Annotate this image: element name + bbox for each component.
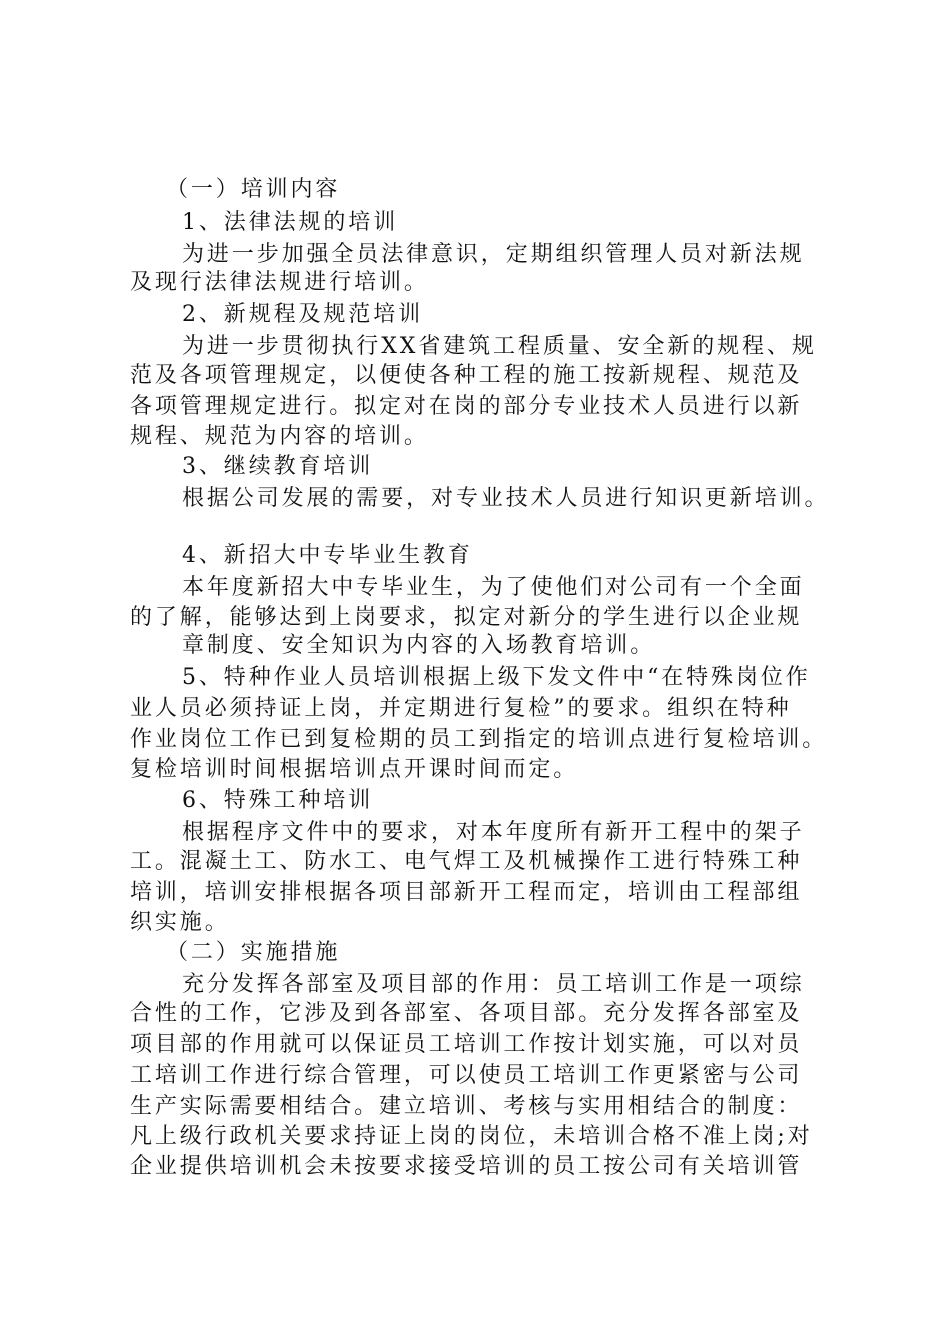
paragraph-line: 根据程序文件中的要求，对本年度所有新开工程中的架子 (182, 820, 805, 845)
item-heading-special-operations: 5、特种作业人员培训根据上级下发文件中“在特殊岗位作 (182, 665, 811, 690)
paragraph-line: 合性的工作，它涉及到各部室、各项目部。充分发挥各部室及 (130, 1001, 803, 1026)
paragraph-line: 的了解，能够达到上岗要求，拟定对新分的学生进行以企业规 (130, 605, 803, 630)
paragraph-line: 范及各项管理规定，以便使各种工程的施工按新规程、规范及 (130, 363, 803, 388)
paragraph-line: 充分发挥各部室及项目部的作用：员工培训工作是一项综 (182, 972, 805, 997)
item-heading-laws: 1、法律法规的培训 (182, 210, 399, 235)
paragraph-line: 企业提供培训机会未按要求接受培训的员工按公司有关培训管 (130, 1154, 803, 1179)
paragraph-line: 规程、规范为内容的培训。 (130, 424, 429, 449)
paragraph-line: 织实施。 (130, 910, 230, 935)
paragraph-line: 本年度新招大中专毕业生，为了使他们对公司有一个全面 (182, 575, 805, 600)
paragraph-line: 培训，培训安排根据各项目部新开工程而定，培训由工程部组 (130, 880, 803, 905)
paragraph-line: 及现行法律法规进行培训。 (130, 270, 429, 295)
paragraph-line: 章制度、安全知识为内容的入场教育培训。 (182, 633, 656, 658)
paragraph-line: 为进一步贯彻执行XX省建筑工程质量、安全新的规程、规 (182, 334, 817, 359)
paragraph-line: 业人员必须持证上岗，并定期进行复检”的要求。组织在特种 (130, 696, 792, 721)
paragraph-line: 凡上级行政机关要求持证上岗的岗位，未培训合格不准上岗;对 (130, 1124, 813, 1149)
item-heading-graduates: 4、新招大中专毕业生教育 (182, 543, 473, 568)
paragraph-line: 为进一步加强全员法律意识，定期组织管理人员对新法规 (182, 242, 805, 267)
paragraph-line: 工。混凝土工、防水工、电气焊工及机械操作工进行特殊工种 (130, 849, 803, 874)
item-heading-special-trades: 6、特殊工种培训 (182, 788, 374, 813)
paragraph-line: 生产实际需要相结合。建立培训、考核与实用相结合的制度： (130, 1094, 803, 1119)
paragraph-line: 各项管理规定进行。拟定对在岗的部分专业技术人员进行以新 (130, 394, 803, 419)
paragraph-line: 作业岗位工作已到复检期的员工到指定的培训点进行复检培训。 (130, 727, 828, 752)
paragraph-line: 复检培训时间根据培训点开课时间而定。 (130, 757, 579, 782)
item-heading-regulations: 2、新规程及规范培训 (182, 302, 423, 327)
paragraph-line: 项目部的作用就可以保证员工培训工作按计划实施，可以对员 (130, 1032, 803, 1057)
section-heading-measures: （二）实施措施 (166, 940, 341, 965)
paragraph-line: 根据公司发展的需要，对专业技术人员进行知识更新培训。 (182, 486, 830, 511)
section-heading-training-content: （一）培训内容 (166, 177, 341, 202)
paragraph-line: 工培训工作进行综合管理，可以使员工培训工作更紧密与公司 (130, 1063, 803, 1088)
item-heading-continuing-education: 3、继续教育培训 (182, 454, 374, 479)
